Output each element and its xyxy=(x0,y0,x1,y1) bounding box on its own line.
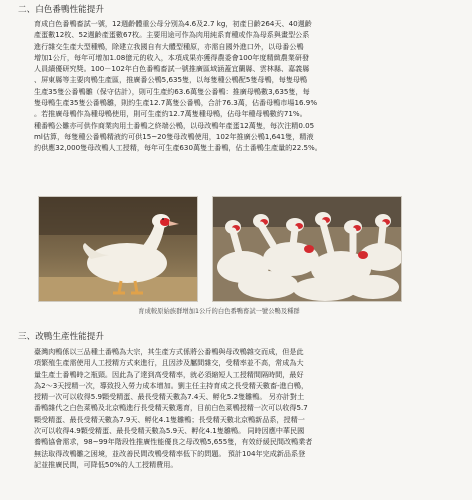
text-line: 種番鴨公雛亦可供作商業肉用土番鴨之終端公鴨，以母改鴨年產蛋12萬隻，每次注精0.05 xyxy=(34,120,315,130)
flock-photo xyxy=(212,196,402,302)
section-body xyxy=(34,18,462,154)
text-line: 番鴨雜代之白色菜鴨及北京鴨進行長受精天數選育，目前白色菜鴨授精一次可以收得5.7 xyxy=(34,403,308,413)
figure-caption: 育成較原始族群增加1公斤的白色番鴨畜試一號公鴨及種群 xyxy=(138,308,300,315)
text-line: 育成白色番鴨畜試一號，12週齡體重公母分別為4.6及2.7 kg，初產日齡264天、40週齡 xyxy=(34,19,312,28)
text-line: 生產35隻公番鴨雛（保守估計），則可生產約63.6萬隻公番鴨：推廣母鴨數3,635隻，每 xyxy=(34,86,310,96)
text-line: 記並推廣民間，可降低50%的人工授精費用。 xyxy=(34,459,178,469)
text-line: 人員績優研究獎。100－102年白色番鴨畜試一號推廣區域涵蓋宜蘭縣、雲林縣、嘉義縣 xyxy=(34,64,310,74)
text-line: 養鴨協會需求，98~99年階段性推廣性能優良之母改鴨5,655隻，有效紓緩民間改鴨業者 xyxy=(34,437,313,447)
text-line: 產蛋數12枚、52週齡產蛋數67枚。主要用途可作為肉用純系育種或作為母系與畫型公系 xyxy=(34,30,310,40)
text-line: 約供應32,000隻母改鴨人工授精，每年可生產630萬隻土番鴨，佔土番鴨生產量的22.5%。 xyxy=(34,143,322,153)
text-line: 增加1公斤，每年可增加1.08億元的收入，本項成果亦獲得農委會100年度精緻農業研發 xyxy=(34,52,310,62)
duck-photo xyxy=(38,196,198,302)
text-line: 臺灣肉鴨係以三品種土番鴨為大宗，其生產方式係將公番鴨與母改鴨雜交而成，但是此 xyxy=(34,347,304,356)
text-line: 顆受精蛋、最長受精天數為7.9天、孵化4.1隻雛鴨；長受精天數北京鴨新品系，授精一 xyxy=(34,414,305,424)
section-heading: 三、改鴨生產性能提升 xyxy=(18,332,104,342)
text-line: 量生產土番鴨時之瓶頸。因此為了達到高受精率，就必須縮短人工授精間隔時間，最好 xyxy=(34,369,304,379)
text-line: 授精一次可以收得5.9顆受精蛋、最長受精天數為7.4天、孵化5.2隻雛鴨。 另亦計對土 xyxy=(34,392,305,402)
text-line: 為2～3天授精一次，導致投入勞力成本增加。劉主任主持育成之長受精天數畜-進白鴨， xyxy=(34,380,309,390)
flock-photo-image xyxy=(213,197,401,301)
text-line: 。若推廣母鴨作為種母鴨使用，則可生產約12.7萬隻種母鴨，佔母年種母鴨數約71%。 xyxy=(34,109,307,119)
text-line: ml估算，每隻種公番鴨精液約可供15~20隻母改鴨使用，102年推廣公鴨1,641隻，精液 xyxy=(34,131,314,141)
text-line: 次可以收得4.9顆受精蛋、最長受精天數為5.9天、孵化4.1隻雛鴨。 同時因應中華民國 xyxy=(34,426,305,436)
section-heading: 二、白色番鴨性能提升 xyxy=(18,5,104,15)
text-line: 隻母鴨生產35隻公番鴨雛，則約生產12.7萬隻公番鴨，合計76.3萬，佔番母鴨市場16.9% xyxy=(34,98,318,108)
text-line: 進行雜交生產大型種鴨，除建立我國自有大體型種原，亦需自國外進口外，以母番公鴨 xyxy=(34,41,304,51)
section-body xyxy=(34,346,462,470)
text-line: 項繁殖生產需使用人工授精方式來進行，且因涉及屬間雜交，受精率並不高，常成為大 xyxy=(34,358,304,368)
duck-photo-image xyxy=(39,197,197,301)
text-line: 、屏東縣等主要肉鴨生產區，推廣番公鴨5,635隻，以每隻種公鴨配5隻母鴨，每隻母鴨 xyxy=(34,75,308,85)
text-line: 無法取得改鴨雛之困境，並改善民間改鴨受精率低下的問題。 預計104年完成新品系登 xyxy=(34,448,306,458)
